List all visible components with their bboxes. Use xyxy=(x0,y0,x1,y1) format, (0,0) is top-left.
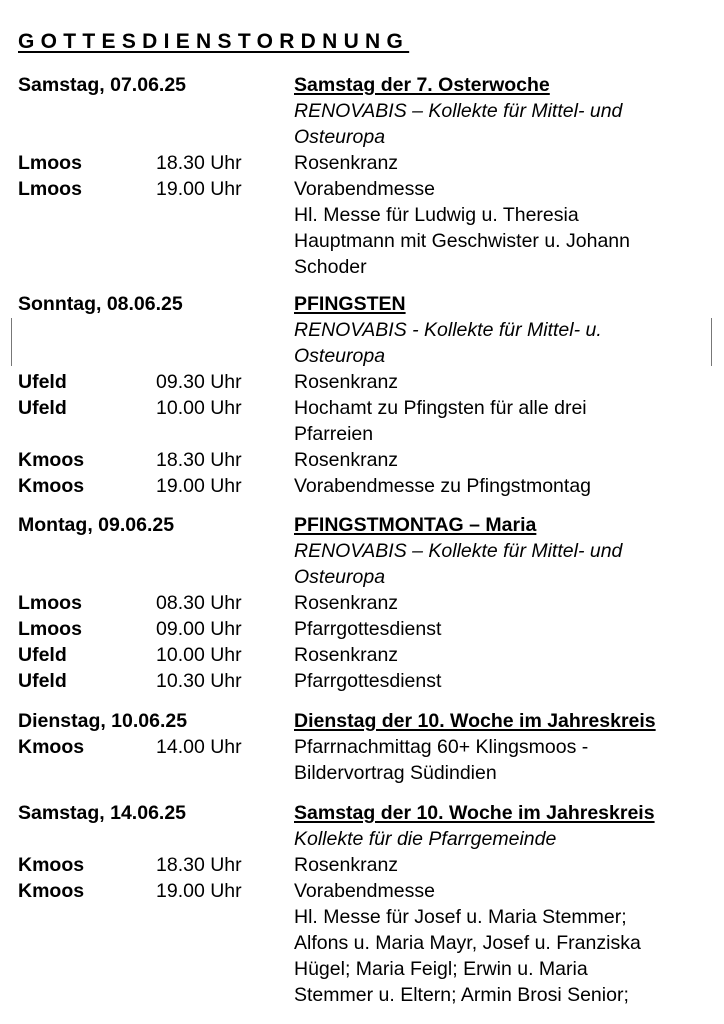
event-row xyxy=(18,176,708,280)
event-place: Kmoos xyxy=(18,475,85,497)
feast-title: Dienstag der 10. Woche im Jahreskreis xyxy=(294,710,656,732)
event-line: Rosenkranz xyxy=(294,854,399,876)
event-row xyxy=(18,668,708,694)
event-row xyxy=(18,852,708,878)
event-time: 18.30 Uhr xyxy=(156,152,242,174)
collection-row xyxy=(18,98,708,124)
event-line: Rosenkranz xyxy=(294,592,399,614)
event-time: 18.30 Uhr xyxy=(156,449,242,471)
spacer-cell xyxy=(156,98,294,124)
event-line: Rosenkranz xyxy=(294,644,399,666)
event-description xyxy=(294,590,708,616)
event-place: Lmoos xyxy=(18,152,82,174)
event-place: Kmoos xyxy=(18,880,85,902)
event-time: 14.00 Uhr xyxy=(156,736,242,758)
left-margin-mark xyxy=(11,318,12,366)
event-place: Lmoos xyxy=(18,178,82,200)
event-row xyxy=(18,590,708,616)
event-line: Bildervortrag Südindien xyxy=(294,762,497,784)
event-line: Hochamt zu Pfingsten für alle drei xyxy=(294,397,587,419)
spacer-cell xyxy=(18,317,156,343)
day-header-row xyxy=(18,72,708,98)
day-date: Dienstag, 10.06.25 xyxy=(18,710,188,732)
event-time: 09.30 Uhr xyxy=(156,371,242,393)
spacer-cell xyxy=(18,343,156,369)
event-place: Lmoos xyxy=(18,592,82,614)
day-section xyxy=(18,708,708,786)
collection-row xyxy=(18,343,708,369)
event-place: Kmoos xyxy=(18,736,85,758)
event-description xyxy=(294,176,708,280)
day-date: Sonntag, 08.06.25 xyxy=(18,293,183,315)
event-line: Hauptmann mit Geschwister u. Johann xyxy=(294,230,630,252)
collection-note: Kollekte für die Pfarrgemeinde xyxy=(294,828,557,850)
event-time: 09.00 Uhr xyxy=(156,618,242,640)
spacer-cell xyxy=(156,826,294,852)
event-line: Hl. Messe für Ludwig u. Theresia xyxy=(294,204,579,226)
feast-title: PFINGSTEN xyxy=(294,293,406,315)
event-line: Vorabendmesse zu Pfingstmontag xyxy=(294,475,592,497)
event-row xyxy=(18,447,708,473)
day-section xyxy=(18,291,708,499)
spacer-cell xyxy=(18,538,156,564)
collection-note: Osteuropa xyxy=(294,566,386,588)
feast-cell xyxy=(294,72,708,98)
event-place: Ufeld xyxy=(18,397,67,419)
feast-cell xyxy=(294,512,708,538)
event-row xyxy=(18,369,708,395)
event-line: Schoder xyxy=(294,256,367,278)
event-description xyxy=(294,369,708,395)
spacer-cell xyxy=(156,124,294,150)
collection-note: RENOVABIS – Kollekte für Mittel- und xyxy=(294,100,623,122)
event-line: Pfarrnachmittag 60+ Klingsmoos - xyxy=(294,736,589,758)
event-description xyxy=(294,642,708,668)
event-time: 19.00 Uhr xyxy=(156,178,242,200)
day-header-row xyxy=(18,512,708,538)
collection-row xyxy=(18,826,708,852)
day-date: Samstag, 07.06.25 xyxy=(18,74,187,96)
day-header-row xyxy=(18,800,708,826)
event-line: Stemmer u. Eltern; Armin Brosi Senior; xyxy=(294,984,629,1006)
collection-row xyxy=(18,564,708,590)
page-title: GOTTESDIENSTORDNUNG xyxy=(18,30,410,53)
day-section xyxy=(18,72,708,280)
feast-cell xyxy=(294,708,708,734)
event-row xyxy=(18,734,708,786)
spacer-cell xyxy=(18,564,156,590)
event-place: Kmoos xyxy=(18,449,85,471)
collection-row xyxy=(18,124,708,150)
spacer-cell xyxy=(156,538,294,564)
collection-note: Osteuropa xyxy=(294,126,386,148)
feast-title: PFINGSTMONTAG – Maria xyxy=(294,514,537,536)
event-line: Pfarrgottesdienst xyxy=(294,618,442,640)
event-line: Vorabendmesse xyxy=(294,178,435,200)
collection-note: RENOVABIS - Kollekte für Mittel- u. xyxy=(294,319,602,341)
event-description xyxy=(294,150,708,176)
event-time: 18.30 Uhr xyxy=(156,854,242,876)
event-place: Kmoos xyxy=(18,854,85,876)
event-time: 08.30 Uhr xyxy=(156,592,242,614)
event-description xyxy=(294,878,708,1008)
feast-cell xyxy=(294,800,708,826)
event-description xyxy=(294,395,708,447)
event-row xyxy=(18,473,708,499)
spacer-cell xyxy=(156,317,294,343)
spacer-cell xyxy=(156,564,294,590)
feast-title: Samstag der 10. Woche im Jahreskreis xyxy=(294,802,655,824)
day-header-row xyxy=(18,291,708,317)
event-row xyxy=(18,616,708,642)
collection-row xyxy=(18,538,708,564)
event-line: Vorabendmesse xyxy=(294,880,435,902)
event-line: Pfarrgottesdienst xyxy=(294,670,442,692)
feast-cell xyxy=(294,291,708,317)
day-date: Montag, 09.06.25 xyxy=(18,514,175,536)
collection-note: Osteuropa xyxy=(294,345,386,367)
spacer-cell xyxy=(18,98,156,124)
event-line: Hügel; Maria Feigl; Erwin u. Maria xyxy=(294,958,588,980)
event-place: Lmoos xyxy=(18,618,82,640)
event-description xyxy=(294,447,708,473)
event-time: 19.00 Uhr xyxy=(156,475,242,497)
day-header-row xyxy=(18,708,708,734)
event-time: 19.00 Uhr xyxy=(156,880,242,902)
event-line: Hl. Messe für Josef u. Maria Stemmer; xyxy=(294,906,627,928)
event-row xyxy=(18,395,708,447)
event-line: Rosenkranz xyxy=(294,152,399,174)
day-section xyxy=(18,512,708,694)
event-place: Ufeld xyxy=(18,670,67,692)
event-row xyxy=(18,150,708,176)
spacer-cell xyxy=(156,343,294,369)
feast-title: Samstag der 7. Osterwoche xyxy=(294,74,550,96)
event-line: Pfarreien xyxy=(294,423,374,445)
event-description xyxy=(294,473,708,499)
event-time: 10.00 Uhr xyxy=(156,644,242,666)
event-description xyxy=(294,616,708,642)
event-description xyxy=(294,734,708,786)
event-place: Ufeld xyxy=(18,371,67,393)
day-section xyxy=(18,800,708,1008)
event-line: Rosenkranz xyxy=(294,371,399,393)
spacer-cell xyxy=(18,826,156,852)
event-line: Rosenkranz xyxy=(294,449,399,471)
collection-row xyxy=(18,317,708,343)
event-time: 10.00 Uhr xyxy=(156,397,242,419)
event-description xyxy=(294,852,708,878)
event-time: 10.30 Uhr xyxy=(156,670,242,692)
event-row xyxy=(18,878,708,1008)
collection-note: RENOVABIS – Kollekte für Mittel- und xyxy=(294,540,623,562)
spacer-cell xyxy=(18,124,156,150)
day-date: Samstag, 14.06.25 xyxy=(18,802,187,824)
event-row xyxy=(18,642,708,668)
event-line: Alfons u. Maria Mayr, Josef u. Franziska xyxy=(294,932,641,954)
event-place: Ufeld xyxy=(18,644,67,666)
right-margin-mark xyxy=(711,318,712,366)
event-description xyxy=(294,668,708,694)
